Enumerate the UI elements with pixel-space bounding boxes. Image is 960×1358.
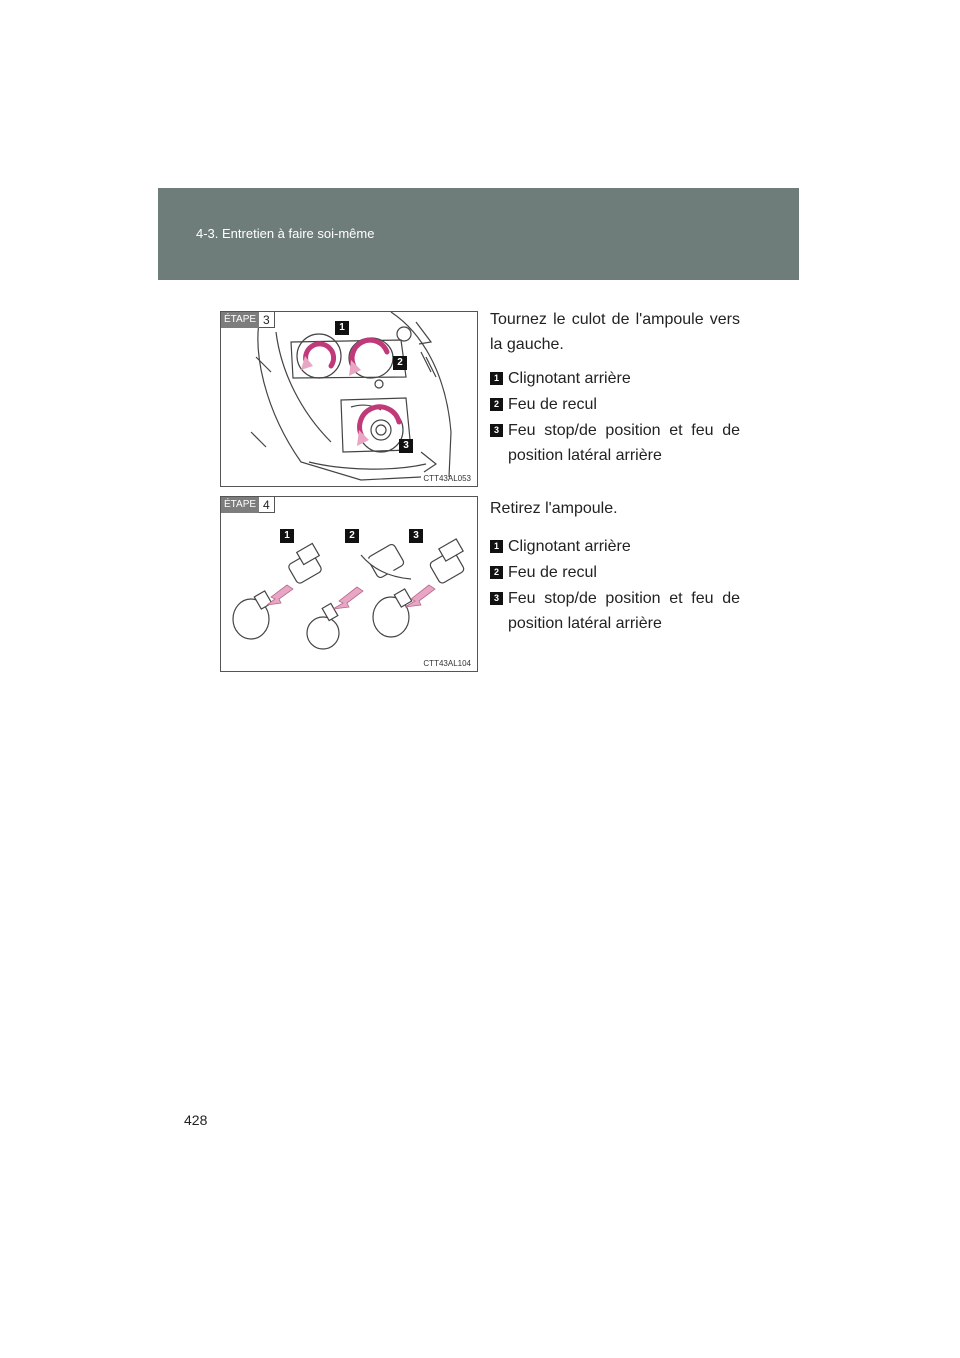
item-text: Feu stop/de position et feu de position latéral arrière [508,590,740,632]
list-item [490,418,740,468]
tail-light-housing-drawing [221,312,477,486]
item-number: 3 [490,424,503,437]
step-4-instruction: Retirez l'ampoule. [490,500,618,517]
step-3-illustration [220,311,478,487]
step-number: 4 [259,497,275,513]
callout-3: 3 [399,439,413,453]
item-text: Feu de recul [508,396,597,413]
section-title: 4-3. Entretien à faire soi-même [196,226,375,241]
item-text: Feu de recul [508,564,597,581]
step-badge [221,497,275,513]
step-4-text [490,496,740,636]
item-text: Clignotant arrière [508,538,631,555]
step-3-text [490,307,740,468]
list-item [490,586,740,636]
item-number: 1 [490,540,503,553]
figure-code: CTT43AL104 [423,659,471,668]
item-number: 2 [490,566,503,579]
list-item [490,534,740,559]
step-label: ÉTAPE [221,312,259,328]
item-text: Clignotant arrière [508,370,631,387]
step-3-instruction: Tournez le culot de l'ampoule vers la gauche. [490,311,740,353]
bulb-removal-drawing [221,497,477,671]
page-number: 428 [184,1112,208,1128]
item-number: 1 [490,372,503,385]
step-badge [221,312,275,328]
step-number: 3 [259,312,275,328]
figure-code: CTT43AL053 [423,474,471,483]
item-number: 2 [490,398,503,411]
list-item [490,392,740,417]
callout-2: 2 [345,529,359,543]
step-label: ÉTAPE [221,497,259,513]
list-item [490,560,740,585]
item-text: Feu stop/de position et feu de position latéral arrière [508,422,740,464]
list-item [490,366,740,391]
step-4-illustration [220,496,478,672]
item-number: 3 [490,592,503,605]
callout-2: 2 [393,356,407,370]
callout-1: 1 [335,321,349,335]
callout-3: 3 [409,529,423,543]
section-header [158,188,799,280]
callout-1: 1 [280,529,294,543]
